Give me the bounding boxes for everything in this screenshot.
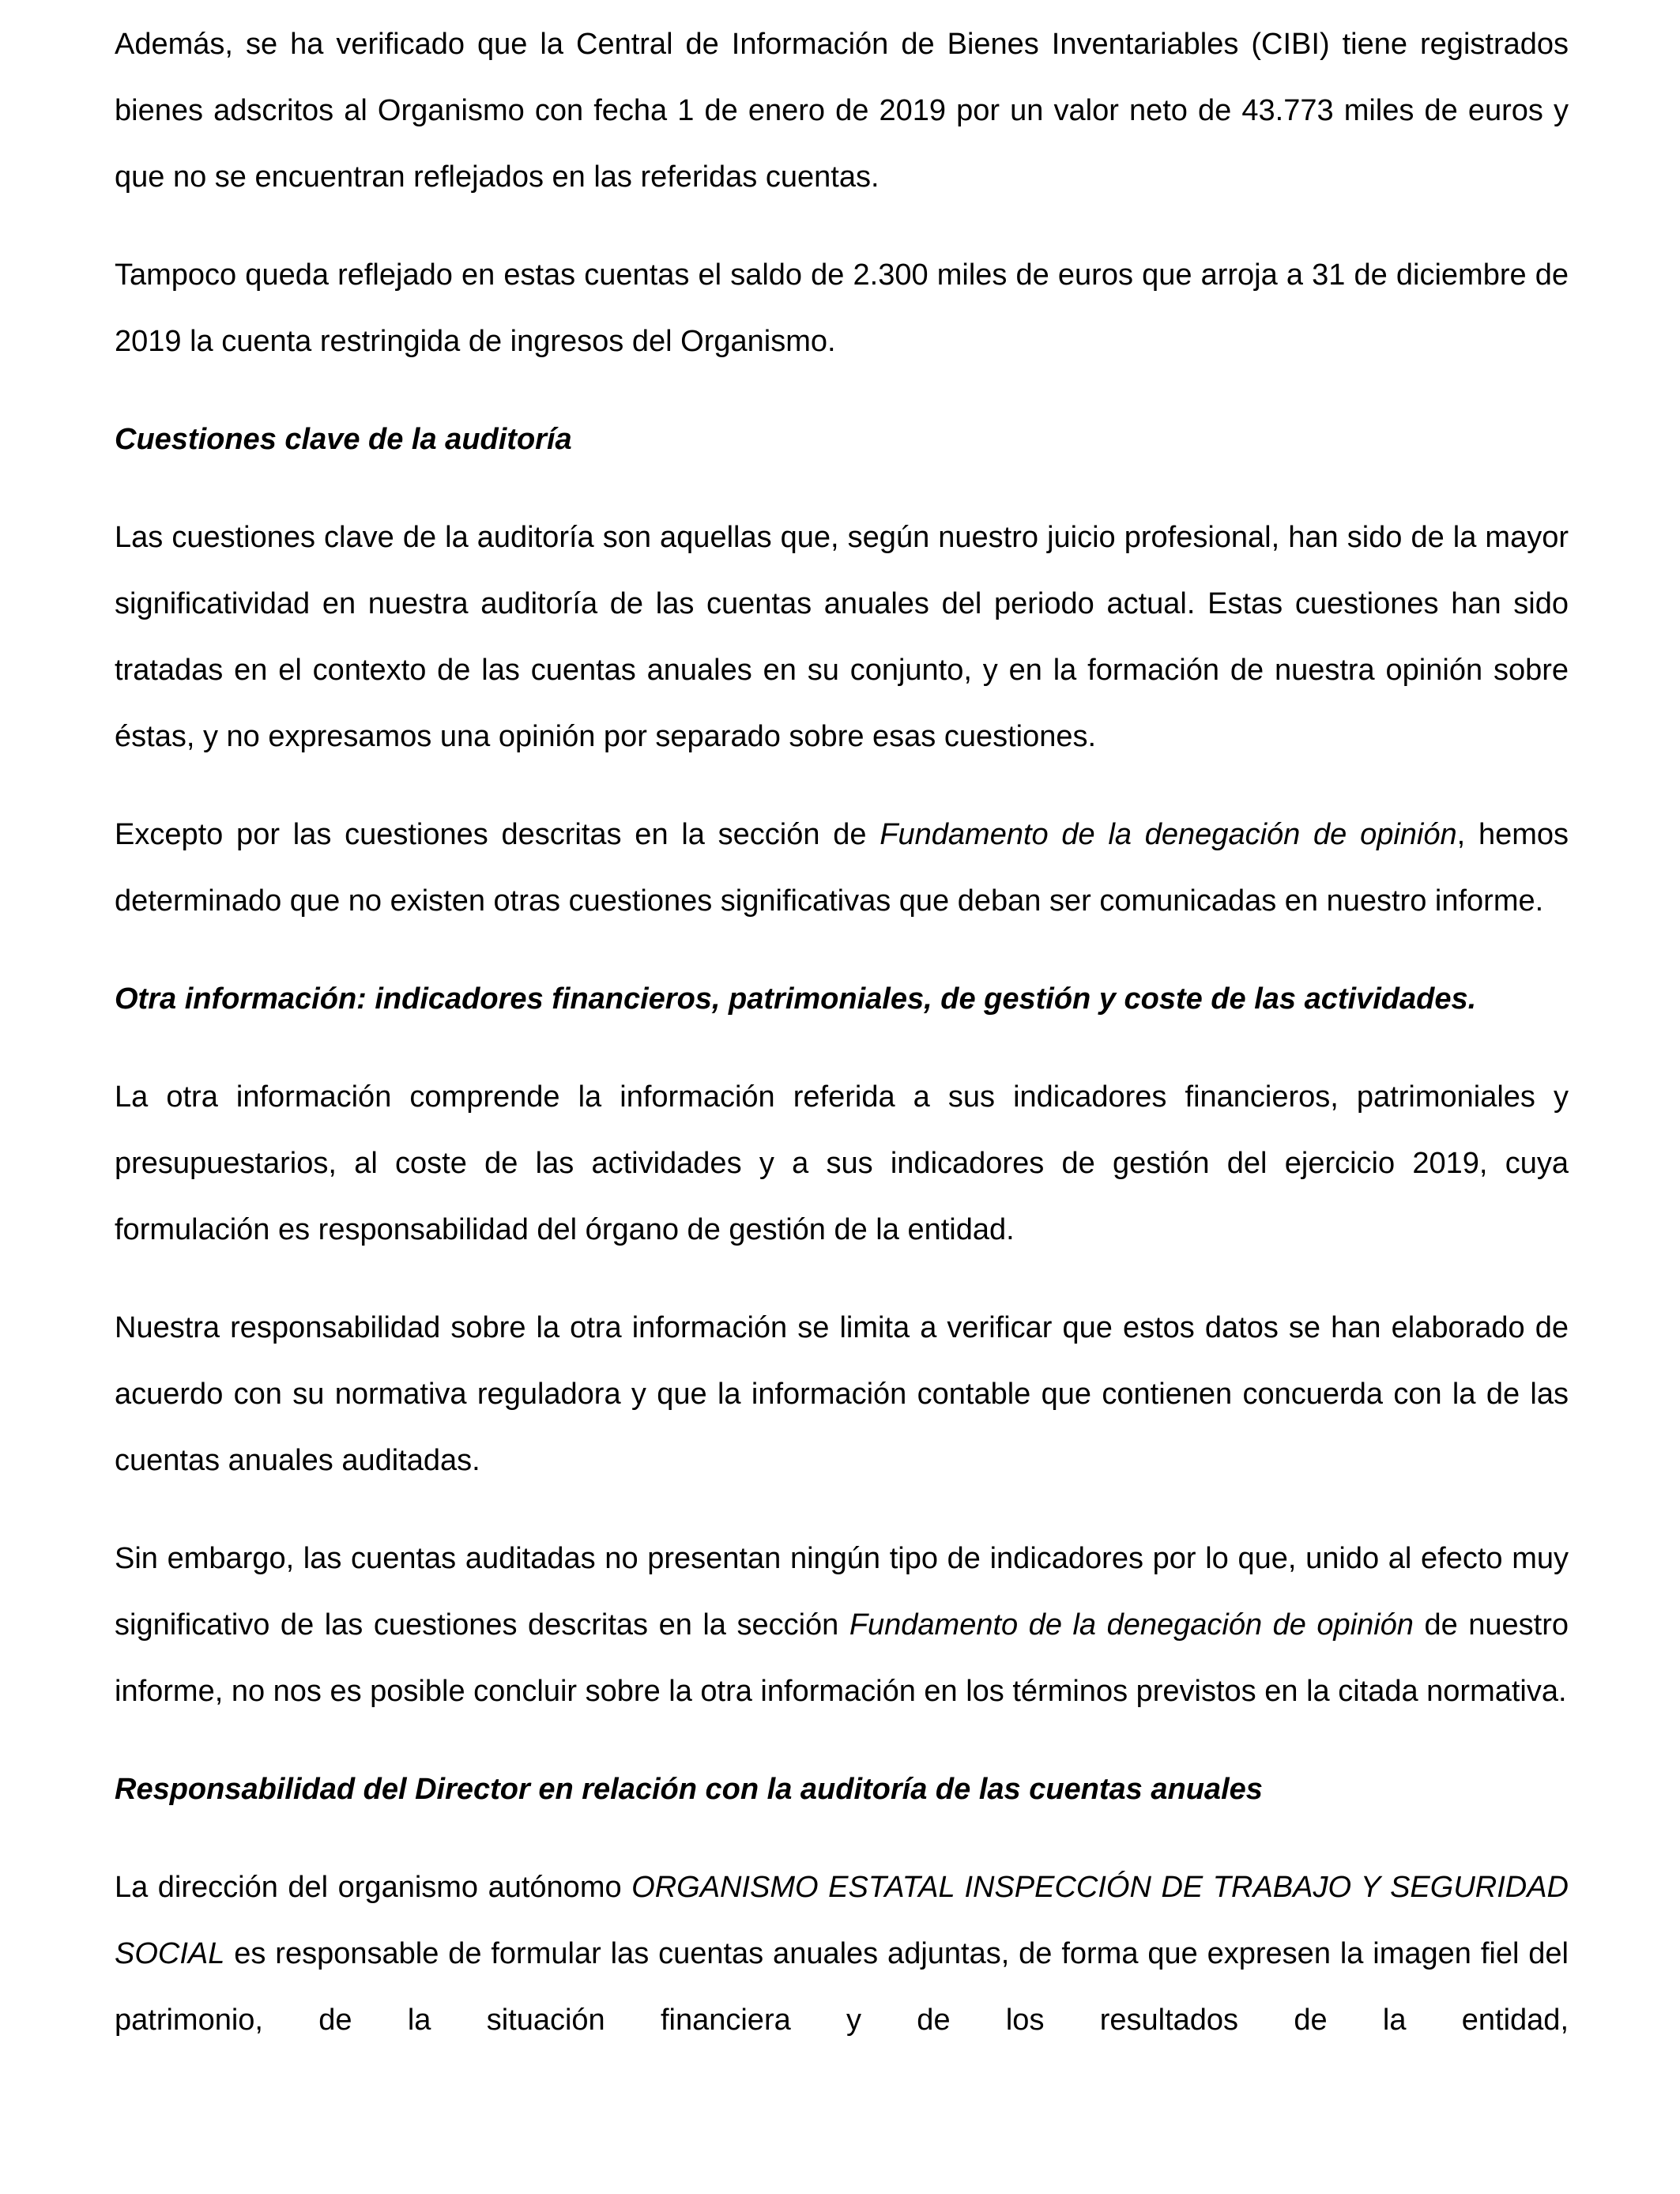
text-run: es responsable de formular las cuentas anuales adjuntas, de forma que expresen la imagen fiel del patrimonio, de la situación financiera y de los resultados de la entidad, <box>115 1937 1569 2037</box>
text-run: Excepto por las cuestiones descritas en la sección de <box>115 818 880 851</box>
text-run: La dirección del organismo autónomo <box>115 1871 632 1904</box>
paragraph-no-indicators <box>115 1525 1569 1725</box>
paragraph-key-audit-matters: Las cuestiones clave de la auditoría son aquellas que, según nuestro juicio profesional, han sido de la mayor significatividad en nuestra auditoría de las cuentas anuales del periodo actual. Estas cuestiones han sido tratadas en el contexto de las cuentas anuales en su conjunto, y en la formación de nuestra opinión sobre éstas, y no expresamos una opinión por separado sobre esas cuestiones. <box>115 521 1569 753</box>
paragraph-responsibility-other-information: Nuestra responsabilidad sobre la otra información se limita a verificar que estos datos se han elaborado de acuerdo con su normativa reguladora y que la información contable que contienen concuerda con la de las cuentas anuales auditadas. <box>115 1311 1569 1477</box>
document-page <box>115 11 1569 2085</box>
text-run: , hemos determinado que no existen otras cuestiones significativas que deban ser comunicadas en nuestro informe. <box>115 818 1569 918</box>
italic-reference: Fundamento de la denegación de opinión <box>849 1608 1414 1642</box>
text-run: de nuestro informe, no nos es posible concluir sobre la otra información en los términos previstos en la citada normativa. <box>115 1608 1569 1708</box>
paragraph-other-information-scope: La otra información comprende la información referida a sus indicadores financieros, patrimoniales y presupuestarios, al coste de las actividades y a sus indicadores de gestión del ejercicio 2019, cuya formulación es responsabilidad del órgano de gestión de la entidad. <box>115 1080 1569 1246</box>
paragraph-except-for <box>115 801 1569 934</box>
paragraph-cibi: Además, se ha verificado que la Central de Información de Bienes Inventariables (CIBI) tiene registrados bienes adscritos al Organismo con fecha 1 de enero de 2019 por un valor neto de 43.773 miles de euros y que no se encuentran reflejados en las referidas cuentas. <box>115 28 1569 194</box>
italic-entity-name: ORGANISMO ESTATAL INSPECCIÓN DE TRABAJO Y SEGURIDAD SOCIAL <box>115 1871 1569 1970</box>
italic-reference: Fundamento de la denegación de opinión <box>880 818 1457 851</box>
text-run: Sin embargo, las cuentas auditadas no presentan ningún tipo de indicadores por lo que, unido al efecto muy significativo de las cuestiones descritas en la sección <box>115 1542 1569 1642</box>
paragraph-director-responsibility <box>115 1854 1569 2053</box>
heading-key-audit-matters: Cuestiones clave de la auditoría <box>115 423 572 456</box>
heading-director-responsibility: Responsabilidad del Director en relación con la auditoría de las cuentas anuales <box>115 1773 1263 1806</box>
paragraph-restricted-account: Tampoco queda reflejado en estas cuentas el saldo de 2.300 miles de euros que arroja a 31 de diciembre de 2019 la cuenta restringida de ingresos del Organismo. <box>115 258 1569 358</box>
heading-other-information: Otra información: indicadores financieros, patrimoniales, de gestión y coste de las actividades. <box>115 982 1477 1016</box>
